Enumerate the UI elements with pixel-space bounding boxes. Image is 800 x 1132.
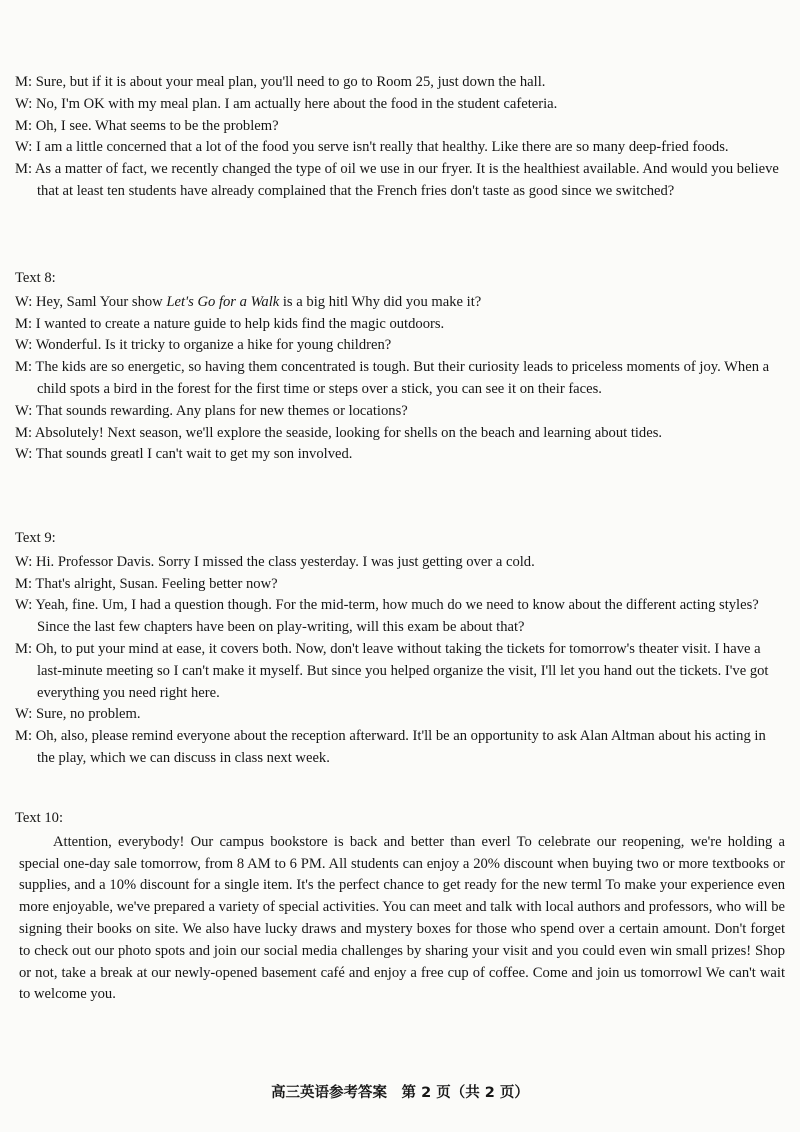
dialogue-line: W: Hi. Professor Davis. Sorry I missed the class yesterday. I was just getting over a cold.: [15, 553, 535, 570]
text7-continuation: [15, 72, 785, 203]
dialogue-line: W: Yeah, fine. Um, I had a question though. For the mid-term, how much do we need to know about the different acting styles? Since the last few chapters have been on play-writing, will this exam be about that?: [15, 597, 759, 636]
dialogue-line: M: Oh, to put your mind at ease, it covers both. Now, don't leave without taking the tickets for tomorrow's theater visit. I have a last-minute meeting so I can't make it myself. But since you helped organize the visit, I'll let you hand out the tickets. I've got everything you need right here.: [15, 640, 769, 701]
dialogue-line: M: As a matter of fact, we recently changed the type of oil we use in our fryer. It is the healthiest available. And would you believe that at least ten students have already complained that the French fries don't taste as good since we switched?: [15, 161, 779, 199]
dialogue-line: M: Oh, I see. What seems to be the problem?: [15, 117, 279, 134]
dialogue-line: W: That sounds greatl I can't wait to get my son involved.: [15, 446, 353, 463]
announcement-paragraph: Attention, everybody! Our campus bookstore is back and better than everl To celebrate our reopening, we're holding a special one-day sale tomorrow, from 8 AM to 6 PM. All students can enjoy a 20% discount when buying two or more textbooks or supplies, and a 10% discount for a single item. It's the perfect chance to get ready for the new terml To make your experience even more enjoyable, we've prepared a variety of special activities. You can meet and talk with local authors and professors, who will be signing their books on site. We also have lucky draws and mystery boxes for those who spend over a certain amount. Don't forget to check out our photo spots and join our social media challenges by sharing your visit and you could even win small prizes! Shop or not, take a break at our newly-opened basement café and enjoy a free cup of coffee. Come and join us tomorrowl We can't wait to welcome you.: [19, 833, 785, 1003]
text8-section: [15, 268, 785, 466]
dialogue-line: M: Oh, also, please remind everyone about the reception afterward. It'll be an opportunity to ask Alan Altman about his acting in the play, which we can discuss in class next week.: [15, 728, 766, 766]
dialogue-line: M: The kids are so energetic, so having them concentrated is tough. But their curiosity leads to priceless moments of joy. When a child spots a bird in the forest for the first time or steps over a stick, you can see it on their faces.: [15, 359, 770, 397]
dialogue-line: W: Hey, Saml Your show Let's Go for a Walk is a big hitl Why did you make it?: [15, 293, 482, 310]
section-title: Text 8:: [15, 270, 56, 286]
dialogue-line: W: That sounds rewarding. Any plans for new themes or locations?: [15, 402, 408, 419]
section-title: Text 9:: [15, 530, 56, 546]
dialogue-line: W: No, I'm OK with my meal plan. I am actually here about the food in the student cafeteria.: [15, 95, 558, 112]
section-title: Text 10:: [15, 810, 64, 826]
dialogue-line: M: Absolutely! Next season, we'll explore the seaside, looking for shells on the beach and learning about tides.: [15, 424, 663, 441]
text10-section: [15, 808, 785, 1006]
text9-section: [15, 528, 785, 770]
dialogue-line: M: That's alright, Susan. Feeling better now?: [15, 575, 278, 592]
page-footer: 高三英语参考答案 第 2 页（共 2 页）: [271, 1085, 529, 1101]
show-title: Let's Go for a Walk: [166, 293, 280, 310]
dialogue-line: M: Sure, but if it is about your meal plan, you'll need to go to Room 25, just down the hall.: [15, 74, 546, 90]
dialogue-line: W: Sure, no problem.: [15, 706, 141, 723]
dialogue-line: M: I wanted to create a nature guide to help kids find the magic outdoors.: [15, 315, 445, 332]
dialogue-line: W: I am a little concerned that a lot of the food you serve isn't really that healthy. Like there are so many deep-fried foods.: [15, 139, 729, 156]
dialogue-line: W: Wonderful. Is it tricky to organize a hike for young children?: [15, 337, 392, 354]
